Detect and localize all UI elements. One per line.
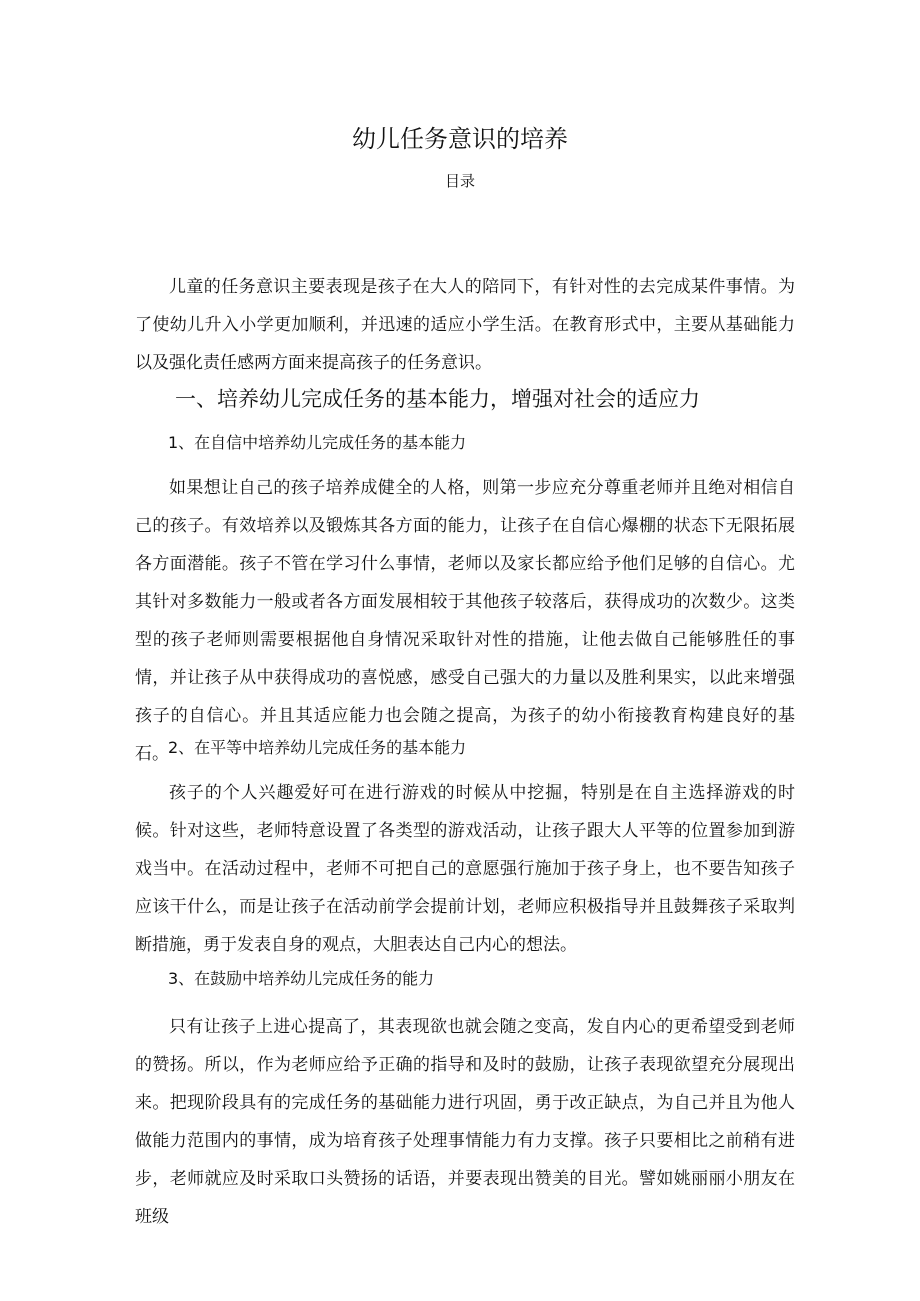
subsection-2-heading: 2、在平等中培养幼儿完成任务的基本能力	[168, 738, 467, 757]
subsection-3-block	[135, 1008, 795, 1236]
subsection-1-heading: 1、在自信中培养幼儿完成任务的基本能力	[168, 433, 467, 452]
section-1-heading: 一、培养幼儿完成任务的基本能力，增强对社会的适应力	[175, 387, 700, 411]
subsection-1-paragraph: 如果想让自己的孩子培养成健全的人格，则第一步应充分尊重老师并且绝对相信自己的孩子。有效培养以及锻炼其各方面的能力，让孩子在自信心爆棚的状态下无限拓展各方面潜能。孩子不管在学习什么事情，老师以及家长都应给予他们足够的自信心。尤其针对多数能力一般或者各方面发展相较于其他孩子较落后，获得成功的次数少。这类型的孩子老师则需要根据他自身情况采取针对性的措施，让他去做自己能够胜任的事情，并让孩子从中获得成功的喜悦感，感受自己强大的力量以及胜利果实，以此来增强孩子的自信心。并且其适应能力也会随之提高，为孩子的幼小衔接教育构建良好的基石。	[135, 478, 795, 764]
subsection-1-block	[135, 469, 795, 773]
toc-label: 目录	[444, 172, 475, 190]
subsection-3-heading: 3、在鼓励中培养幼儿完成任务的能力	[168, 969, 435, 988]
intro-paragraph: 儿童的任务意识主要表现是孩子在大人的陪同下，有针对性的去完成某件事情。为了使幼儿升入小学更加顺利，并迅速的适应小学生活。在教育形式中，主要从基础能力以及强化责任感两方面来提高孩子的任务意识。	[135, 277, 795, 373]
subsection-2-paragraph: 孩子的个人兴趣爱好可在进行游戏的时候从中挖掘，特别是在自主选择游戏的时候。针对这些，老师特意设置了各类型的游戏活动，让孩子跟大人平等的位置参加到游戏当中。在活动过程中，老师不可把自己的意愿强行施加于孩子身上，也不要告知孩子应该干什么，而是让孩子在活动前学会提前计划，老师应积极指导并且鼓舞孩子采取判断措施，勇于发表自身的观点，大胆表达自己内心的想法。	[135, 783, 795, 955]
document-title: 幼儿任务意识的培养	[352, 125, 568, 153]
intro-paragraph-block	[135, 268, 795, 382]
subsection-2-block	[135, 774, 795, 964]
subsection-3-paragraph: 只有让孩子上进心提高了，其表现欲也就会随之变高，发自内心的更希望受到老师的赞扬。所以，作为老师应给予正确的指导和及时的鼓励，让孩子表现欲望充分展现出来。把现阶段具有的完成任务的基础能力进行巩固，勇于改正缺点，为自己并且为他人做能力范围内的事情，成为培育孩子处理事情能力有力支撑。孩子只要相比之前稍有进步，老师就应及时采取口头赞扬的话语，并要表现出赞美的目光。譬如姚丽丽小朋友在班级	[135, 1017, 795, 1227]
